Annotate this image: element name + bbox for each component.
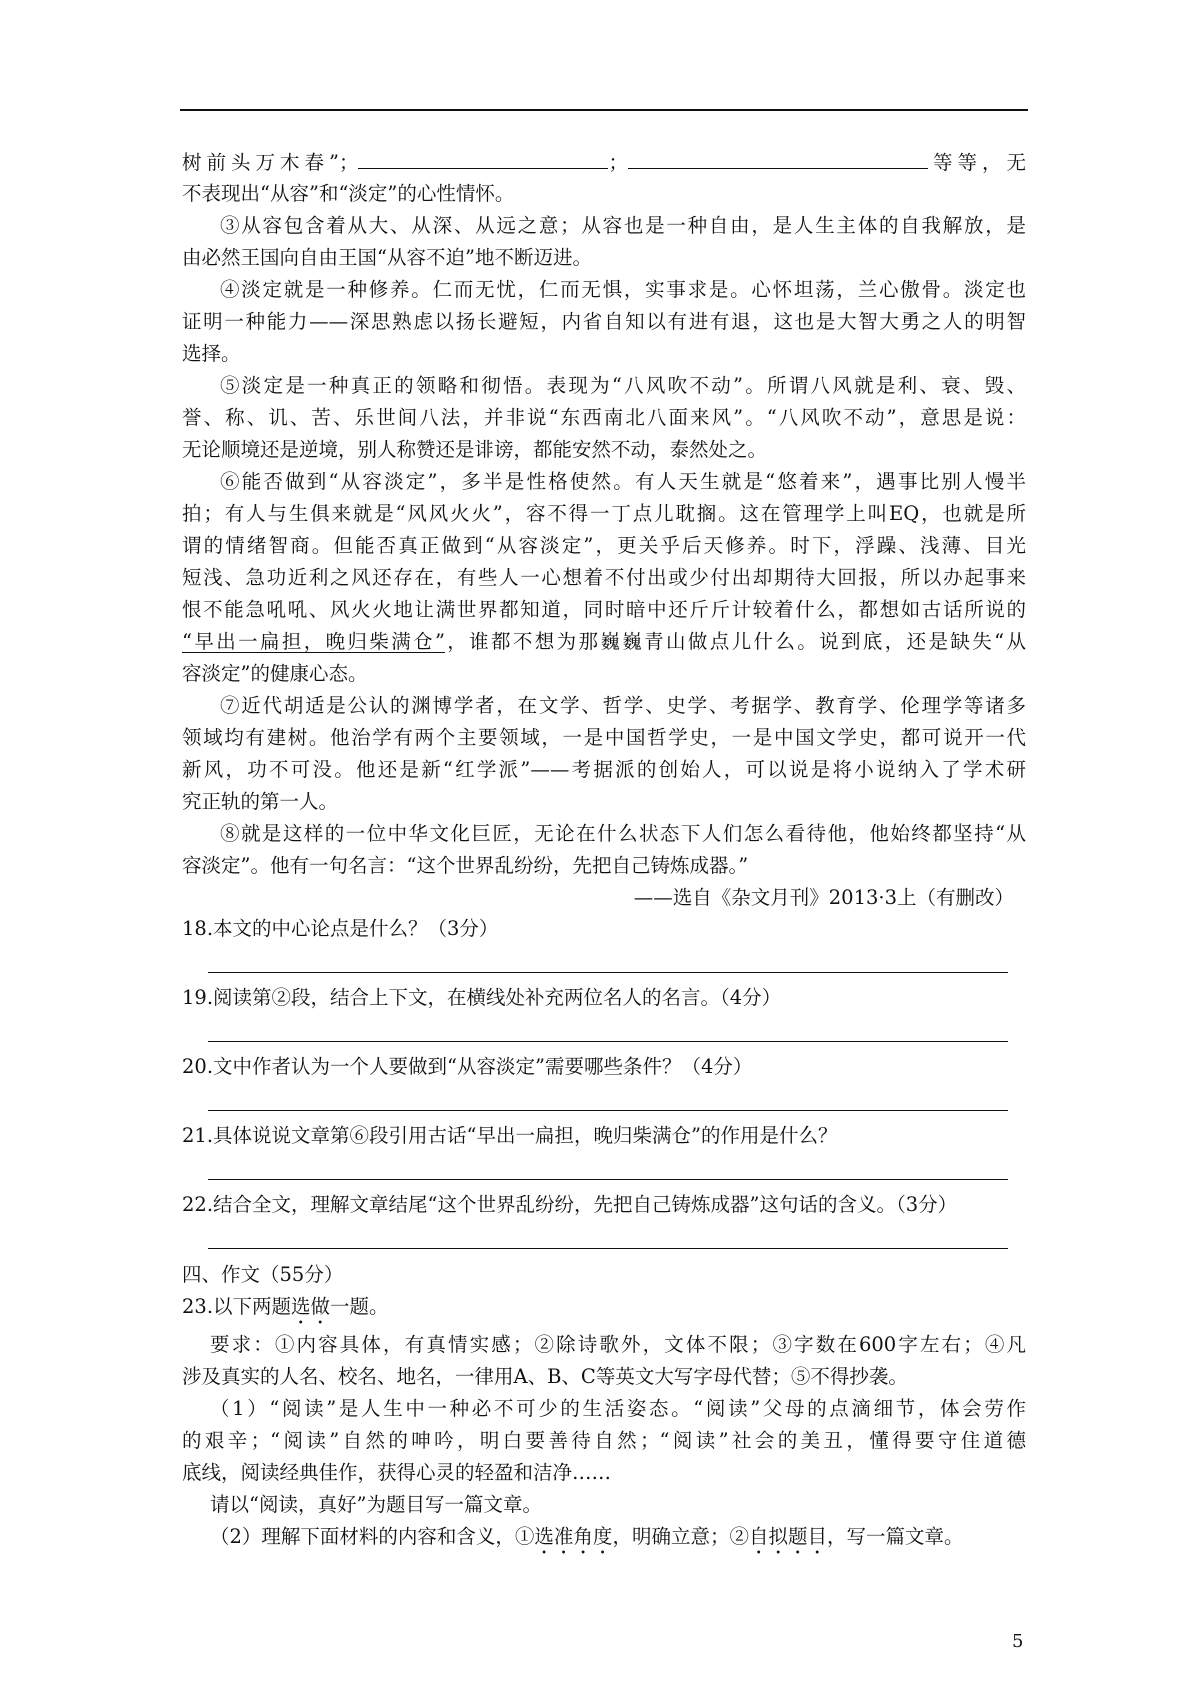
question-21: 21.具体说说文章第⑥段引用古话“早出一扁担，晚归柴满仓”的作用是什么？ (182, 1124, 838, 1147)
question-20: 20.文中作者认为一个人要做到“从容淡定”需要哪些条件？（4分） (182, 1055, 753, 1078)
essay-requirements-line: 涉及真实的人名、校名、地名，一律用A、B、C等英文大写字母代替；⑤不得抄袭。 (182, 1365, 908, 1388)
page-body (182, 146, 1026, 1553)
question-23 (182, 1291, 1026, 1323)
passage-p4-line: 选择。 (182, 342, 241, 365)
option2-emphasis-1: 选准角度 (534, 1525, 613, 1548)
question-18: 18.本文的中心论点是什么？（3分） (182, 917, 499, 940)
passage-p6-line: 短浅、急功近利之风还存在，有些人一心想着不付出或少付出却期待大回报，所以办起事来 (182, 566, 1026, 589)
passage-p6-line: 恨不能急吼吼、风火火地让满世界都知道，同时暗中还斤斤计较着什么，都想如古话所说的 (182, 598, 1026, 621)
essay-requirements-line: 要求：①内容具体，有真情实感；②除诗歌外，文体不限；③字数在600字左右；④凡 (210, 1333, 1026, 1356)
answer-line-20[interactable] (208, 1082, 1008, 1111)
option2-emphasis-2: 自拟题目 (748, 1525, 827, 1548)
passage-p8-line: 容淡定”。他有一句名言：“这个世界乱纷纷，先把自己铸炼成器。” (182, 854, 749, 877)
essay-option1-prompt: 请以“阅读，真好”为题目写一篇文章。 (210, 1493, 542, 1516)
essay-option1-line: 底线，阅读经典佳作，获得心灵的轻盈和洁净…… (182, 1461, 612, 1484)
passage-p6-quote-line (182, 626, 1026, 658)
underlined-proverb: “早出一扁担，晚归柴满仓” (182, 630, 445, 653)
q23-prefix: 23.以下两题 (182, 1295, 292, 1318)
header-rule (180, 109, 1028, 111)
passage-p2-tail-line1 (182, 146, 1026, 178)
q23-emphasis: 选做 (291, 1295, 331, 1318)
passage-p4-line: ④淡定就是一种修养。仁而无忧，仁而无惧，实事求是。心怀坦荡，兰心傲骨。淡定也 (220, 278, 1026, 301)
passage-p7-line: 领域均有建树。他治学有两个主要领域，一是中国哲学史，一是中国文学史，都可说开一代 (182, 726, 1026, 749)
option2-text-c: ，写一篇文章。 (826, 1525, 964, 1548)
source-citation: ——选自《杂文月刊》2013·3上（有删改） (633, 886, 1014, 909)
passage-p6-line: 容淡定”的健康心态。 (182, 662, 368, 685)
option2-text-b: ，明确立意；② (612, 1525, 749, 1548)
p2-semicolon: ； (608, 151, 628, 174)
answer-blank-2[interactable] (628, 146, 928, 169)
answer-line-18[interactable] (208, 944, 1008, 973)
question-22: 22.结合全文，理解文章结尾“这个世界乱纷纷，先把自己铸炼成器”这句话的含义。（3分） (182, 1193, 958, 1216)
page-number: 5 (1012, 1631, 1024, 1652)
question-19: 19.阅读第②段，结合上下文，在横线处补充两位名人的名言。（4分） (182, 986, 782, 1009)
answer-line-19[interactable] (208, 1013, 1008, 1042)
passage-p7-line: 新风，功不可没。他还是新“红学派”——考据派的创始人，可以说是将小说纳入了学术研 (182, 758, 1026, 781)
essay-option1-line: 的艰辛；“阅读”自然的呻吟，明白要善待自然；“阅读”社会的美丑，懂得要守住道德 (182, 1429, 1026, 1452)
passage-p3-line: 由必然王国向自由王国“从容不迫”地不断迈进。 (182, 246, 592, 269)
passage-p5-line: 无论顺境还是逆境，别人称赞还是诽谤，都能安然不动，泰然处之。 (182, 438, 768, 461)
passage-p6-line: 拍；有人与生俱来就是“风风火火”，容不得一丁点儿耽搁。这在管理学上叫EQ，也就是所 (182, 502, 1026, 525)
option2-text-a: （2）理解下面材料的内容和含义，① (210, 1525, 535, 1548)
passage-p8-line: ⑧就是这样的一位中华文化巨匠，无论在什么状态下人们怎么看待他，他始终都坚持“从 (220, 822, 1026, 845)
passage-p6-line: 谓的情绪智商。但能否真正做到“从容淡定”，更关乎后天修养。时下，浮躁、浅薄、目光 (182, 534, 1026, 557)
essay-heading: 四、作文（55分） (182, 1263, 344, 1286)
passage-p6-line: ⑥能否做到“从容淡定”，多半是性格使然。有人天生就是“悠着来”，遇事比别人慢半 (220, 470, 1026, 493)
p2-text-end: 等等，无 (927, 151, 1026, 174)
passage-p5-line: ⑤淡定是一种真正的领略和彻悟。表现为“八风吹不动”。所谓八风就是利、衰、毁、 (220, 374, 1026, 397)
passage-p7-line: 究正轨的第一人。 (182, 790, 339, 813)
passage-p3-line: ③从容包含着从大、从深、从远之意；从容也是一种自由，是人生主体的自我解放，是 (220, 214, 1026, 237)
essay-option1-line: （1）“阅读”是人生中一种必不可少的生活姿态。“阅读”父母的点滴细节，体会劳作 (210, 1397, 1026, 1420)
answer-blank-1[interactable] (358, 146, 608, 169)
essay-option2-line (182, 1521, 1026, 1553)
passage-p2-tail-line2: 不表现出“从容”和“淡定”的心性情怀。 (182, 182, 515, 205)
passage-p4-line: 证明一种能力——深思熟虑以扬长避短，内省自知以有进有退，这也是大智大勇之人的明智 (182, 310, 1026, 333)
p2-text-start: 树前头万木春”； (182, 151, 359, 174)
answer-line-21[interactable] (208, 1151, 1008, 1180)
p6-quote-rest: ，谁都不想为那巍巍青山做点儿什么。说到底，还是缺失“从 (444, 630, 1026, 653)
passage-p5-line: 誉、称、讥、苦、乐世间八法，并非说“东西南北八面来风”。“八风吹不动”，意思是说： (182, 406, 1026, 429)
passage-p7-line: ⑦近代胡适是公认的渊博学者，在文学、哲学、史学、考据学、教育学、伦理学等诸多 (220, 694, 1026, 717)
q23-suffix: 一题。 (330, 1295, 389, 1318)
answer-line-22[interactable] (208, 1220, 1008, 1249)
